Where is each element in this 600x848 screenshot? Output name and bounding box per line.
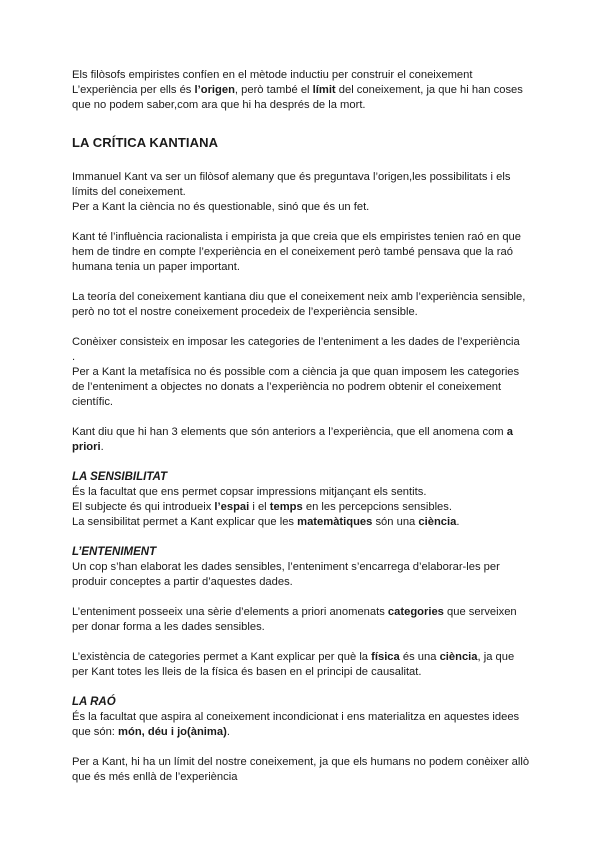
bold-fisica: física bbox=[371, 651, 400, 663]
bold-categories: categories bbox=[387, 606, 444, 618]
rao-text: És la facultat que aspira al coneixement incondicionat i ens materialitza en aquestes idees que són: bbox=[72, 711, 520, 738]
bold-origen: l’origen bbox=[194, 84, 235, 96]
intro-line-1: Els filòsofs empiristes confíen en el mètode inductiu per construir el coneixement bbox=[72, 69, 473, 81]
enteniment-text: que serveixen per donar forma a les dades sensibles. bbox=[72, 606, 517, 633]
sensibilitat-line-1: És la facultat que ens permet copsar impressions mitjançant els sentits. bbox=[72, 486, 427, 498]
bold-matematiques: matemàtiques bbox=[297, 516, 373, 528]
enteniment-text: L’enteniment posseeix una sèrie d’elements a priori anomenats bbox=[72, 606, 388, 618]
sensibilitat-text: són una bbox=[372, 516, 419, 528]
bold-a-priori: a priori bbox=[72, 426, 513, 453]
section-heading-sensibilitat: LA SENSIBILITAT bbox=[72, 471, 167, 483]
kant-paragraph-1: Immanuel Kant va ser un filòsof alemany que és preguntava l’origen,les possibilitats i els límits del coneixement. bbox=[72, 171, 511, 198]
bold-temps: temps bbox=[269, 501, 303, 513]
bold-ciencia: ciència bbox=[439, 651, 478, 663]
bold-espai: l’espai bbox=[214, 501, 250, 513]
intro-text: L’experiència per ells és bbox=[72, 84, 195, 96]
bold-mon-deu-jo: món, déu i jo(ànima) bbox=[118, 726, 227, 738]
intro-text: del coneixement, ja que hi han coses que no podem saber,com ara que hi ha després de la mort. bbox=[72, 84, 523, 111]
sensibilitat-line-3 bbox=[72, 515, 532, 530]
sensibilitat-text: La sensibilitat permet a Kant explicar que les bbox=[72, 516, 298, 528]
sensibilitat-text: . bbox=[456, 516, 460, 528]
enteniment-paragraph-3 bbox=[72, 650, 532, 680]
kant-text: . bbox=[100, 441, 104, 453]
kant-paragraph-5-dot: . bbox=[72, 351, 76, 363]
document-page bbox=[72, 68, 532, 785]
rao-paragraph-2: Per a Kant, hi ha un límit del nostre coneixement, ja que els humans no podem conèixer allò que és més enllà de l’experiència bbox=[72, 756, 530, 783]
rao-paragraph-1 bbox=[72, 710, 532, 740]
enteniment-text: és una bbox=[399, 651, 440, 663]
kant-text: Kant diu que hi han 3 elements que són anteriors a l’experiència, que ell anomena com bbox=[72, 426, 507, 438]
section-heading-rao: LA RAÓ bbox=[72, 696, 116, 708]
sensibilitat-text: i el bbox=[249, 501, 270, 513]
kant-paragraph-6: Per a Kant la metafísica no és possible com a ciència ja que quan imposem les categories de l’enteniment a objectes no donats a l’experiència no podrem obtenir el coneixement científic. bbox=[72, 366, 520, 408]
kant-paragraph-3: Kant té l’influència racionalista i empirista ja que creia que els empiristes tenien raó en que hem de tindre en compte l’experiència en el coneixement però també pensava que la raó humana tenia un paper important. bbox=[72, 231, 521, 273]
kant-paragraph-5: Conèixer consisteix en imposar les categories de l’enteniment a les dades de l’experiència bbox=[72, 336, 520, 348]
kant-paragraph-7 bbox=[72, 425, 532, 455]
enteniment-text: L’existència de categories permet a Kant explicar per què la bbox=[72, 651, 372, 663]
kant-paragraph-4: La teoría del coneixement kantiana diu que el coneixement neix amb l’experiència sensible, però no tot el nostre coneixement procedeix de l’experiència sensible. bbox=[72, 291, 526, 318]
enteniment-paragraph-1: Un cop s’han elaborat les dades sensibles, l’enteniment s’encarrega d’elaborar-les per produir conceptes a partir d’aquestes dades. bbox=[72, 561, 500, 588]
page-title: LA CRÍTICA KANTIANA bbox=[72, 135, 219, 150]
sensibilitat-line-2 bbox=[72, 500, 532, 515]
bold-ciencia: ciència bbox=[418, 516, 457, 528]
enteniment-paragraph-2 bbox=[72, 605, 532, 635]
section-heading-enteniment: L’ENTENIMENT bbox=[72, 546, 157, 558]
sensibilitat-text: El subjecte és qui introdueix bbox=[72, 501, 215, 513]
intro-paragraph-1 bbox=[72, 68, 532, 113]
kant-paragraph-2: Per a Kant la ciència no és questionable, sinó que és un fet. bbox=[72, 201, 370, 213]
intro-text: , però també el bbox=[234, 84, 313, 96]
rao-text: . bbox=[226, 726, 230, 738]
bold-limit: límit bbox=[312, 84, 336, 96]
enteniment-text: , ja que per Kant totes les lleis de la física és basen en el principi de causalitat. bbox=[72, 651, 515, 678]
sensibilitat-text: en les percepcions sensibles. bbox=[302, 501, 452, 513]
